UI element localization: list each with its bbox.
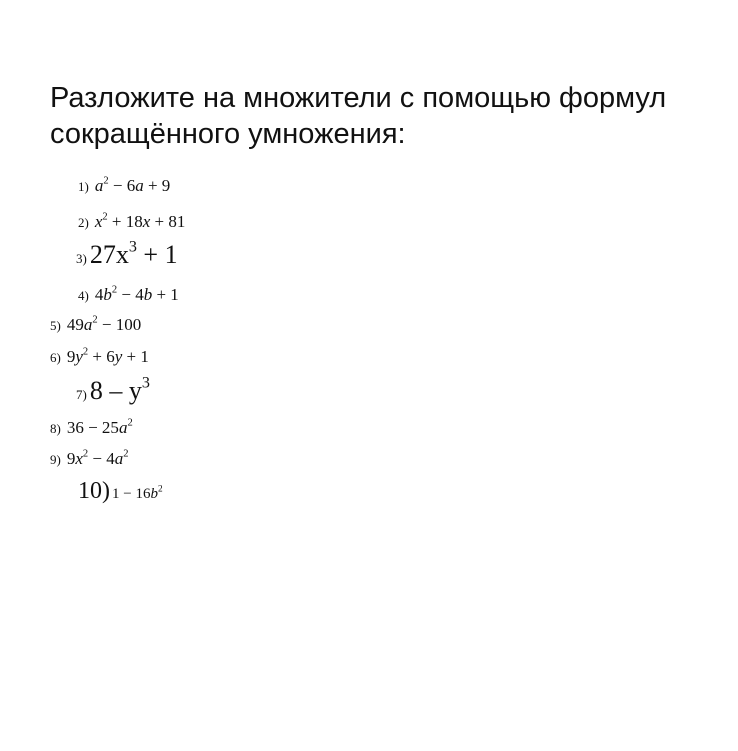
exercise-expression: $9x^2 - 4a^2$	[66, 448, 129, 468]
exercise-expression: $36 - 25a^2$	[66, 417, 133, 437]
exercise-number: 5)	[50, 318, 61, 333]
exercise-expression: $9y^2 + 6y + 1$	[66, 346, 149, 366]
exercise-4	[78, 285, 179, 305]
exercise-3	[76, 240, 178, 270]
exercise-number: 4)	[78, 288, 89, 303]
exercise-expression: $x^2 + 18x + 81$	[94, 211, 186, 231]
exercise-number: 2)	[78, 215, 89, 230]
exercise-number: 1)	[78, 179, 89, 194]
exercise-expression: $1 - 16b^2$	[112, 484, 163, 502]
exercise-expression: $49a^2 - 100$	[66, 314, 142, 334]
exercise-7	[76, 376, 150, 406]
exercise-number: 7)	[76, 387, 87, 402]
exercise-number: 10)	[78, 478, 110, 504]
exercise-8	[50, 418, 133, 438]
exercise-6	[50, 347, 149, 367]
exercise-1	[78, 176, 170, 196]
exercise-expression: $27x^3 + 1$	[89, 238, 178, 269]
exercise-number: 8)	[50, 421, 61, 436]
exercise-2	[78, 212, 185, 232]
exercise-number: 6)	[50, 350, 61, 365]
task-line-2: сокращённого умножения:	[50, 118, 406, 150]
exercise-number: 3)	[76, 251, 87, 266]
exercise-9	[50, 449, 129, 469]
task-line-1: Разложите на множители с помощью формул	[50, 82, 667, 114]
exercise-number: 9)	[50, 452, 61, 467]
task-heading	[50, 80, 710, 152]
exercise-expression: $8 - y^3$	[89, 374, 150, 405]
exercise-10	[78, 478, 163, 505]
exercise-expression: $a^2 - 6a + 9$	[94, 175, 171, 195]
exercise-5	[50, 315, 141, 335]
exercise-expression: $4b^2 - 4b + 1$	[94, 284, 179, 304]
